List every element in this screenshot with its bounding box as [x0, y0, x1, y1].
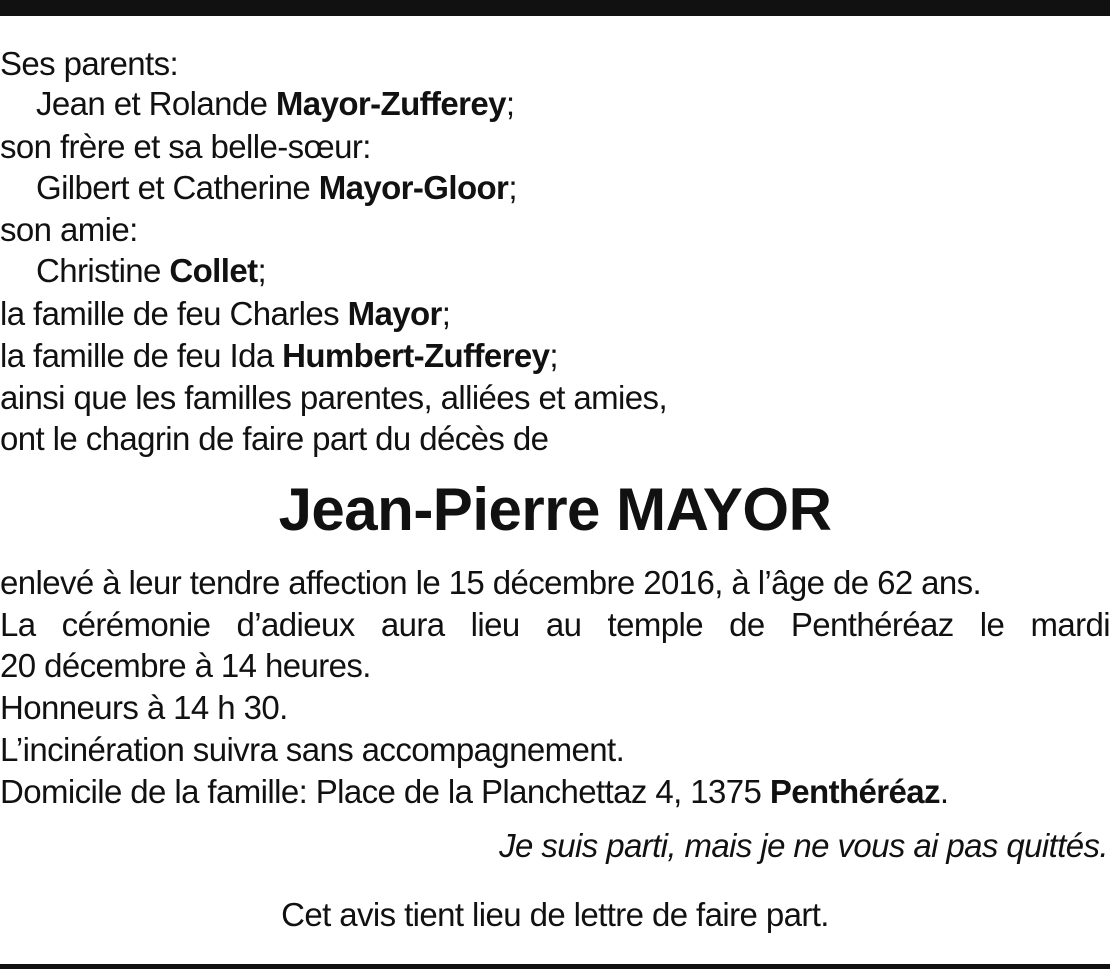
bottom-rule	[0, 964, 1110, 969]
passing-line: enlevé à leur tendre affection le 15 décembre 2016, à l’âge de 62 ans.	[0, 564, 982, 601]
cremation-line: L’incinération suivra sans accompagnement.	[0, 731, 625, 768]
family-line-2: la famille de feu Ida Humbert-Zufferey;	[0, 337, 558, 374]
honours-line: Honneurs à 14 h 30.	[0, 689, 288, 726]
parents-line: Jean et Rolande Mayor-Zufferey;	[36, 85, 515, 122]
others-line: ainsi que les familles parentes, alliées et amies,	[0, 379, 668, 416]
friend-first-name: Christine	[36, 252, 170, 289]
friend-label: son amie:	[0, 211, 138, 248]
farewell-quote: Je suis parti, mais je ne vous ai pas quittés.	[499, 827, 1108, 864]
parents-first-names: Jean et Rolande	[36, 85, 276, 122]
family-line-1: la famille de feu Charles Mayor;	[0, 295, 451, 332]
footer-note: Cet avis tient lieu de lettre de faire part.	[281, 896, 829, 933]
brother-line: Gilbert et Catherine Mayor-Gloor;	[36, 169, 517, 206]
deceased-name: Jean-Pierre MAYOR	[278, 476, 832, 543]
domicile-line: Domicile de la famille: Place de la Planchettaz 4, 1375 Penthéréaz.	[0, 773, 949, 810]
brother-first-names: Gilbert et Catherine	[36, 169, 319, 206]
ceremony-line-2: 20 décembre à 14 heures.	[0, 647, 371, 684]
parents-surname: Mayor-Zufferey	[275, 85, 506, 122]
announce-line: ont le chagrin de faire part du décès de	[0, 420, 549, 457]
brother-surname: Mayor-Gloor	[318, 169, 509, 206]
domicile-town: Penthéréaz	[769, 773, 940, 810]
top-rule	[0, 0, 1110, 16]
friend-surname: Collet	[169, 252, 258, 289]
parents-label: Ses parents:	[0, 45, 179, 82]
ceremony-line-1: La cérémonie d’adieux aura lieu au temple de Penthéréaz le mardi	[0, 606, 1110, 643]
brother-label: son frère et sa belle-sœur:	[0, 128, 371, 165]
family-1-surname: Mayor	[347, 295, 442, 332]
friend-line: Christine Collet;	[36, 252, 267, 289]
family-2-surname: Humbert-Zufferey	[282, 337, 550, 374]
